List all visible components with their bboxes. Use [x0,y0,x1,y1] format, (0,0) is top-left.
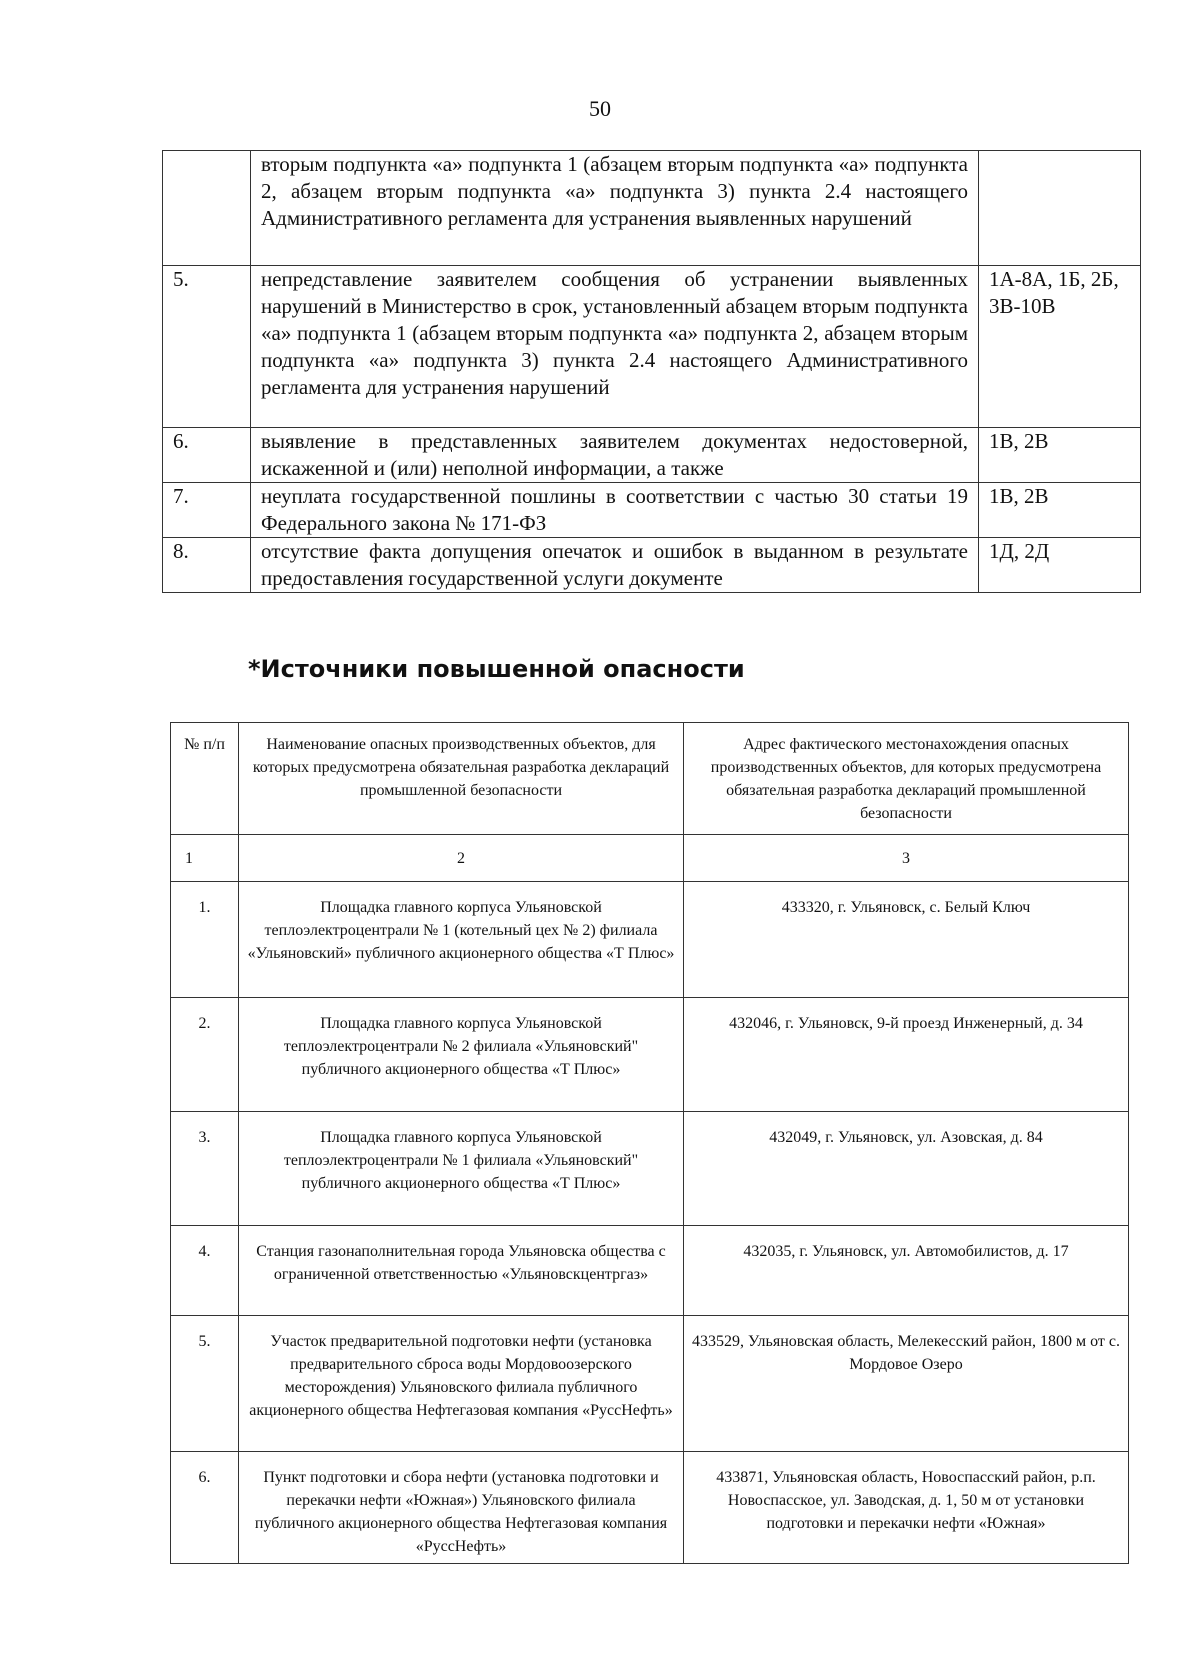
table-row [171,1452,1129,1564]
table-row [163,538,1141,593]
row-text: непредставление заявителем сообщения об устранении выявленных нарушений в Министерство в срок, установленный абзацем вторым подпункта «а» подпункта 1 (абзацем вторым подпункта «а» подпункта 2, абзацем вторым подпункта «а» подпункта 3) пункта 2.4 настоящего Административного регламента для устранения нарушений [251,266,979,428]
row-codes: 1Д, 2Д [979,538,1141,593]
table-row [163,151,1141,266]
row-text: выявление в представленных заявителем документах недостоверной, искаженной и (или) неполной информации, а также [251,428,979,483]
column-numbers-row [171,835,1129,882]
table-row [171,1112,1129,1226]
object-name: Площадка главного корпуса Ульяновской теплоэлектроцентрали № 1 (котельный цех № 2) филиала «Ульяновский» публичного акционерного общества «Т Плюс» [239,882,684,998]
table-row [171,998,1129,1112]
object-name: Пункт подготовки и сбора нефти (установка подготовки и перекачки нефти «Южная») Ульяновского филиала публичного акционерного общества Нефтегазовая компания «РуссНефть» [239,1452,684,1564]
header-address: Адрес фактического местонахождения опасных производственных объектов, для которых предусмотрена обязательная разработка деклараций промышленной безопасности [684,723,1129,835]
column-number: 2 [239,835,684,882]
table-row [163,428,1141,483]
row-number [163,151,251,266]
header-object-name: Наименование опасных производственных объектов, для которых предусмотрена обязательная разработка деклараций промышленной безопасности [239,723,684,835]
row-number: 2. [171,998,239,1112]
row-number: 7. [163,483,251,538]
row-number: 6. [171,1452,239,1564]
row-codes: 1А-8А, 1Б, 2Б, 3В-10В [979,266,1141,428]
table-row [171,882,1129,998]
row-codes [979,151,1141,266]
object-address: 432049, г. Ульяновск, ул. Азовская, д. 84 [684,1112,1129,1226]
table-row [171,1226,1129,1316]
object-name: Площадка главного корпуса Ульяновской теплоэлектроцентрали № 1 филиала «Ульяновский" публичного акционерного общества «Т Плюс» [239,1112,684,1226]
table-row [163,483,1141,538]
row-number: 3. [171,1112,239,1226]
header-number: № п/п [171,723,239,835]
row-text: вторым подпункта «а» подпункта 1 (абзацем вторым подпункта «а» подпункта 2, абзацем вторым подпункта «а» подпункта 3) пункта 2.4 настоящего Административного регламента для устранения выявленных нарушений [251,151,979,266]
object-address: 433529, Ульяновская область, Мелекесский район, 1800 м от с. Мордовое Озеро [684,1316,1129,1452]
row-number: 6. [163,428,251,483]
object-address: 432035, г. Ульяновск, ул. Автомобилистов, д. 17 [684,1226,1129,1316]
table-row [163,266,1141,428]
section-heading: *Источники повышенной опасности [248,655,745,683]
object-name: Станция газонаполнительная города Ульяновска общества с ограниченной ответственностью «Ульяновскцентргаз» [239,1226,684,1316]
row-number: 5. [163,266,251,428]
row-codes: 1В, 2В [979,483,1141,538]
row-text: отсутствие факта допущения опечаток и ошибок в выданном в результате предоставления государственной услуги документе [251,538,979,593]
row-number: 8. [163,538,251,593]
object-address: 432046, г. Ульяновск, 9-й проезд Инженерный, д. 34 [684,998,1129,1112]
column-number: 1 [171,835,239,882]
hazard-objects-table [170,722,1129,1564]
object-address: 433320, г. Ульяновск, с. Белый Ключ [684,882,1129,998]
table-header-row [171,723,1129,835]
table-row [171,1316,1129,1452]
page-number: 50 [589,96,611,121]
object-address: 433871, Ульяновская область, Новоспасский район, р.п. Новоспасское, ул. Заводская, д. 1, 50 м от установки подготовки и перекачки нефти «Южная» [684,1452,1129,1564]
row-number: 1. [171,882,239,998]
object-name: Площадка главного корпуса Ульяновской теплоэлектроцентрали № 2 филиала «Ульяновский" публичного акционерного общества «Т Плюс» [239,998,684,1112]
row-number: 4. [171,1226,239,1316]
column-number: 3 [684,835,1129,882]
grounds-table [162,150,1141,593]
row-codes: 1В, 2В [979,428,1141,483]
object-name: Участок предварительной подготовки нефти (установка предварительного сброса воды Мордовоозерского месторождения) Ульяновского филиала публичного акционерного общества Нефтегазовая компания «РуссНефть» [239,1316,684,1452]
row-text: неуплата государственной пошлины в соответствии с частью 30 статьи 19 Федерального закона № 171-ФЗ [251,483,979,538]
row-number: 5. [171,1316,239,1452]
